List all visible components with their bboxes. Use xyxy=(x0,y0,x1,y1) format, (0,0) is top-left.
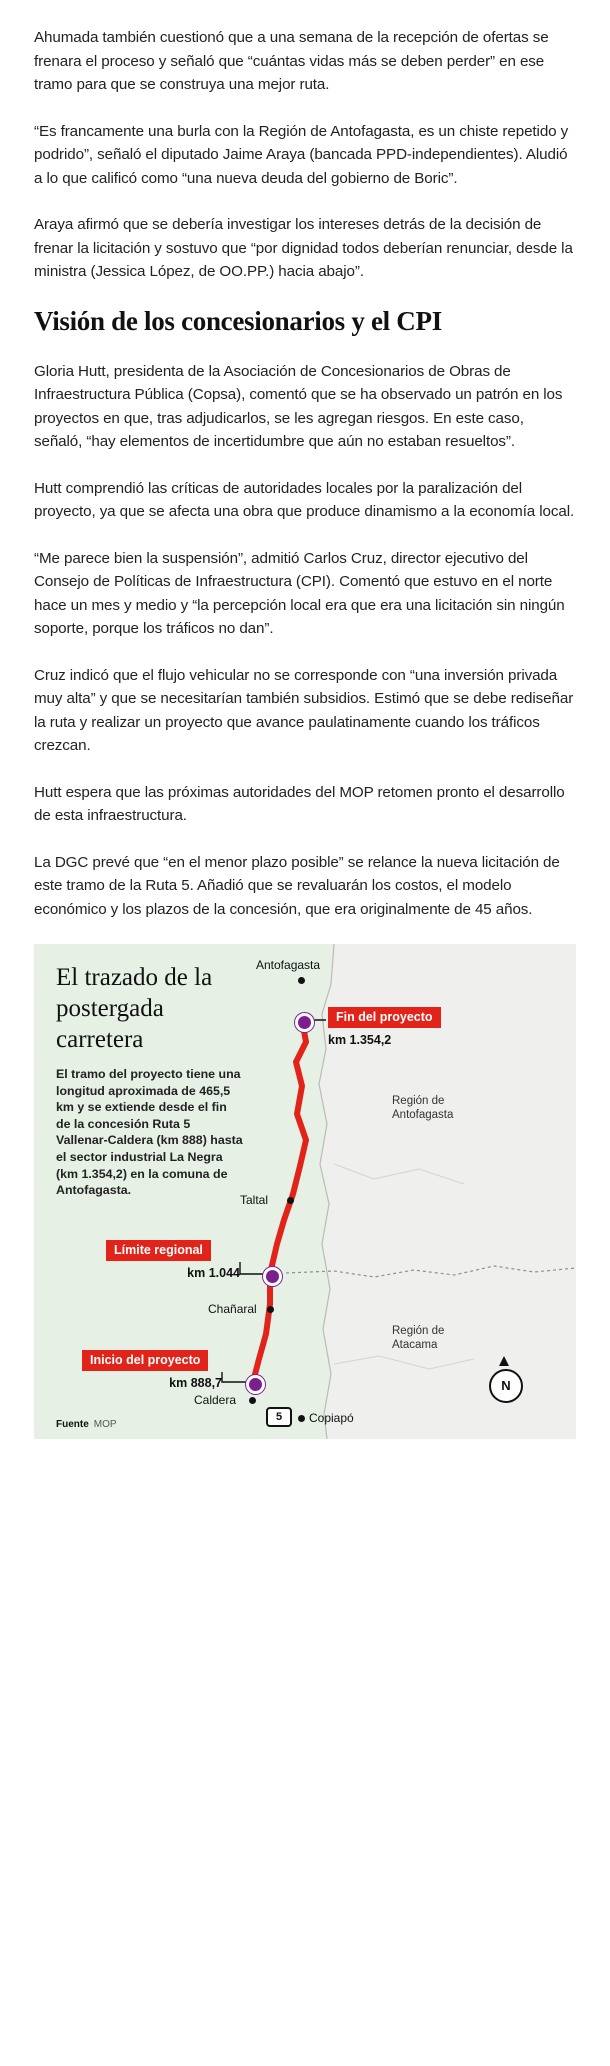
source-value: MOP xyxy=(93,1419,117,1430)
city-label-caldera: Caldera xyxy=(194,1393,237,1407)
city-dot-antofagasta xyxy=(298,977,305,984)
route-node-end xyxy=(295,1013,314,1032)
paragraph: Hutt comprendió las críticas de autoridades locales por la paralización del proyecto, ya que se afecta una obra que produce dinamismo a la economía local. xyxy=(34,479,575,520)
city-label-antofagasta: Antofagasta xyxy=(256,958,321,972)
region-label-antofagasta: Región de Antofagasta xyxy=(392,1095,454,1121)
paragraph: “Me parece bien la suspensión”, admitió Carlos Cruz, director ejecutivo del Consejo de Políticas de Infraestructura (CPI). Comentó que estuvo en el norte hace un mes y medio y “la percepción local era que era una licitación sin ningún soporte, porque los tráficos no dan”. xyxy=(34,549,565,637)
paragraph: Gloria Hutt, presidenta de la Asociación de Concesionarios de Obras de Infraestructura Pública (Copsa), comentó que se ha observado un patrón en los proyectos en que, tras adjudicarlos, se les agregan riesgos. En este caso, señaló, “hay elementos de incertidumbre que aún no estaban resueltos”. xyxy=(34,362,563,450)
route-node-start xyxy=(246,1375,265,1394)
city-dot-copiapo xyxy=(298,1415,305,1422)
city-label-copiapo: Copiapó xyxy=(309,1411,354,1425)
article-body xyxy=(0,0,610,921)
callout-km: km 1.354,2 xyxy=(328,1033,392,1047)
callout-fin-del-proyecto xyxy=(328,1007,441,1047)
paragraph: Araya afirmó que se debería investigar los intereses detrás de la decisión de frenar la licitación y sostuvo que “por dignidad todos deberían renunciar, desde la ministra (Jessica López, de OO.PP.) hacia abajo”. xyxy=(34,216,573,280)
route-shield-badge: 5 xyxy=(266,1407,292,1427)
source-credit xyxy=(56,1419,117,1430)
paragraph: Cruz indicó que el flujo vehicular no se corresponde con “una inversión privada muy alta” y que se necesitarían también subsidios. Estimó que se debe rediseñar la ruta y realizar un proyecto que avance paulatinamente cuando los tráficos crezcan. xyxy=(34,666,574,754)
callout-inicio-del-proyecto xyxy=(82,1350,222,1390)
city-dot-taltal xyxy=(287,1197,294,1204)
route-node-regional-limit xyxy=(263,1267,282,1286)
callout-limite-regional xyxy=(106,1240,240,1280)
compass-rose: N xyxy=(489,1369,523,1403)
section-heading: Visión de los concesionarios y el CPI xyxy=(34,305,442,336)
map-infographic xyxy=(34,944,576,1439)
city-label-chanaral: Chañaral xyxy=(208,1302,257,1316)
paragraph: Hutt espera que las próximas autoridades del MOP retomen pronto el desarrollo de esta infraestructura. xyxy=(34,783,565,824)
city-label-taltal: Taltal xyxy=(240,1193,269,1207)
paragraph: La DGC prevé que “en el menor plazo posible” se relance la nueva licitación de este tramo de la Ruta 5. Añadió que se revaluarán los costos, el modelo económico y los plazos de la concesión, que era originalmente de 45 años. xyxy=(34,853,560,918)
city-dot-caldera xyxy=(249,1397,256,1404)
compass-needle-icon xyxy=(499,1356,509,1366)
city-dot-chanaral xyxy=(267,1306,274,1313)
infographic-body-text: El tramo del proyecto tiene una longitud aproximada de 465,5 km y se extiende desde el fin de la concesión Ruta 5 Vallenar-Caldera (km 888) hasta el sector industrial La Negra (km 1.354,2) en la comuna de Antofagasta. xyxy=(56,1067,243,1198)
infographic-title: El trazado de la postergada carretera xyxy=(56,964,213,1053)
source-label: Fuente xyxy=(56,1419,89,1430)
callout-tag: Fin del proyecto xyxy=(328,1007,441,1028)
callout-km: km 1.044 xyxy=(187,1266,240,1280)
callout-km: km 888,7 xyxy=(169,1376,222,1390)
region-label-atacama: Región de Atacama xyxy=(392,1325,445,1351)
callout-tag: Inicio del proyecto xyxy=(82,1350,208,1371)
paragraph: Ahumada también cuestionó que a una semana de la recepción de ofertas se frenara el proceso y señaló que “cuántas vidas más se deben perder” en ese tramo para que se construya una mejor ruta. xyxy=(34,29,549,93)
paragraph: “Es francamente una burla con la Región de Antofagasta, es un chiste repetido y podrido”, señaló el diputado Jaime Araya (bancada PPD-independientes). Aludió a lo que calificó como “una nueva deuda del gobierno de Boric”. xyxy=(34,122,569,187)
callout-tag: Límite regional xyxy=(106,1240,211,1261)
